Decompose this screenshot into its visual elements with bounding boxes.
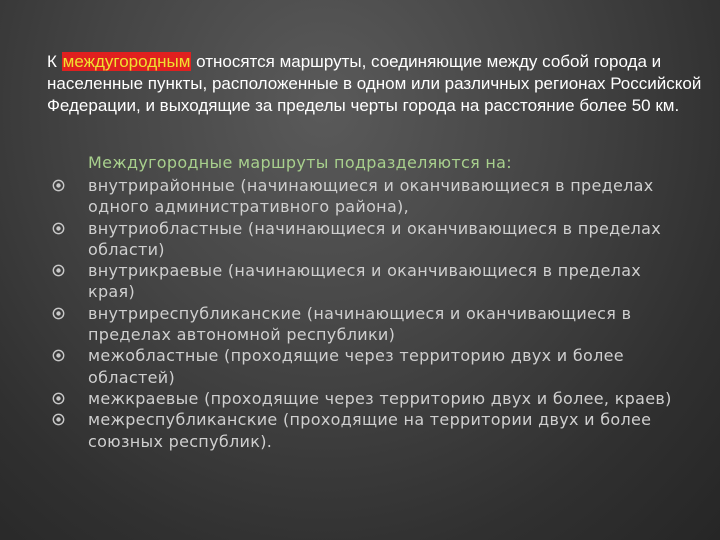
route-types-list [52, 175, 692, 452]
list-item-text: внутрикраевые (начинающиеся и оканчивающиеся в пределах края) [88, 261, 642, 302]
list-item-text: межкраевые (проходящие через территорию двух и более, краев) [88, 388, 672, 408]
list-item [52, 409, 692, 452]
target-circle-icon [52, 349, 65, 362]
list-item [52, 260, 692, 303]
target-circle-icon [52, 179, 65, 192]
list-item [52, 345, 692, 388]
target-circle-icon [52, 392, 65, 405]
list-item [52, 218, 692, 261]
list-item-text: межобластные (проходящие через территорию двух и более областей) [88, 346, 624, 387]
highlighted-term: междугородным [62, 52, 191, 71]
list-item [52, 303, 692, 346]
intro-paragraph [47, 51, 707, 117]
list-item [52, 388, 692, 409]
list-item-text: внутрирайонные (начинающиеся и оканчивающиеся в пределах одного административного района), [88, 176, 654, 217]
list-item [52, 175, 692, 218]
target-circle-icon [52, 222, 65, 235]
list-item-text: внутриреспубликанские (начинающиеся и оканчивающиеся в пределах автономной республики) [88, 303, 632, 345]
list-item-text: внутриобластные (начинающиеся и оканчивающиеся в пределах области) [88, 218, 662, 259]
target-circle-icon [52, 413, 65, 426]
intro-prefix: К [47, 52, 62, 71]
list-subheading: Междугородные маршруты подразделяются на: [88, 153, 512, 172]
list-item-text: межреспубликанские (проходящие на территории двух и более союзных республик). [88, 410, 652, 451]
target-circle-icon [52, 307, 65, 320]
intro-text: относятся маршруты, соединяющие между собой города и населенные пункты, расположенные в одном или различных регионах Российской Федерации, и выходящие за пределы черты города на расстояние более 50 км. [47, 52, 702, 115]
target-circle-icon [52, 264, 65, 277]
